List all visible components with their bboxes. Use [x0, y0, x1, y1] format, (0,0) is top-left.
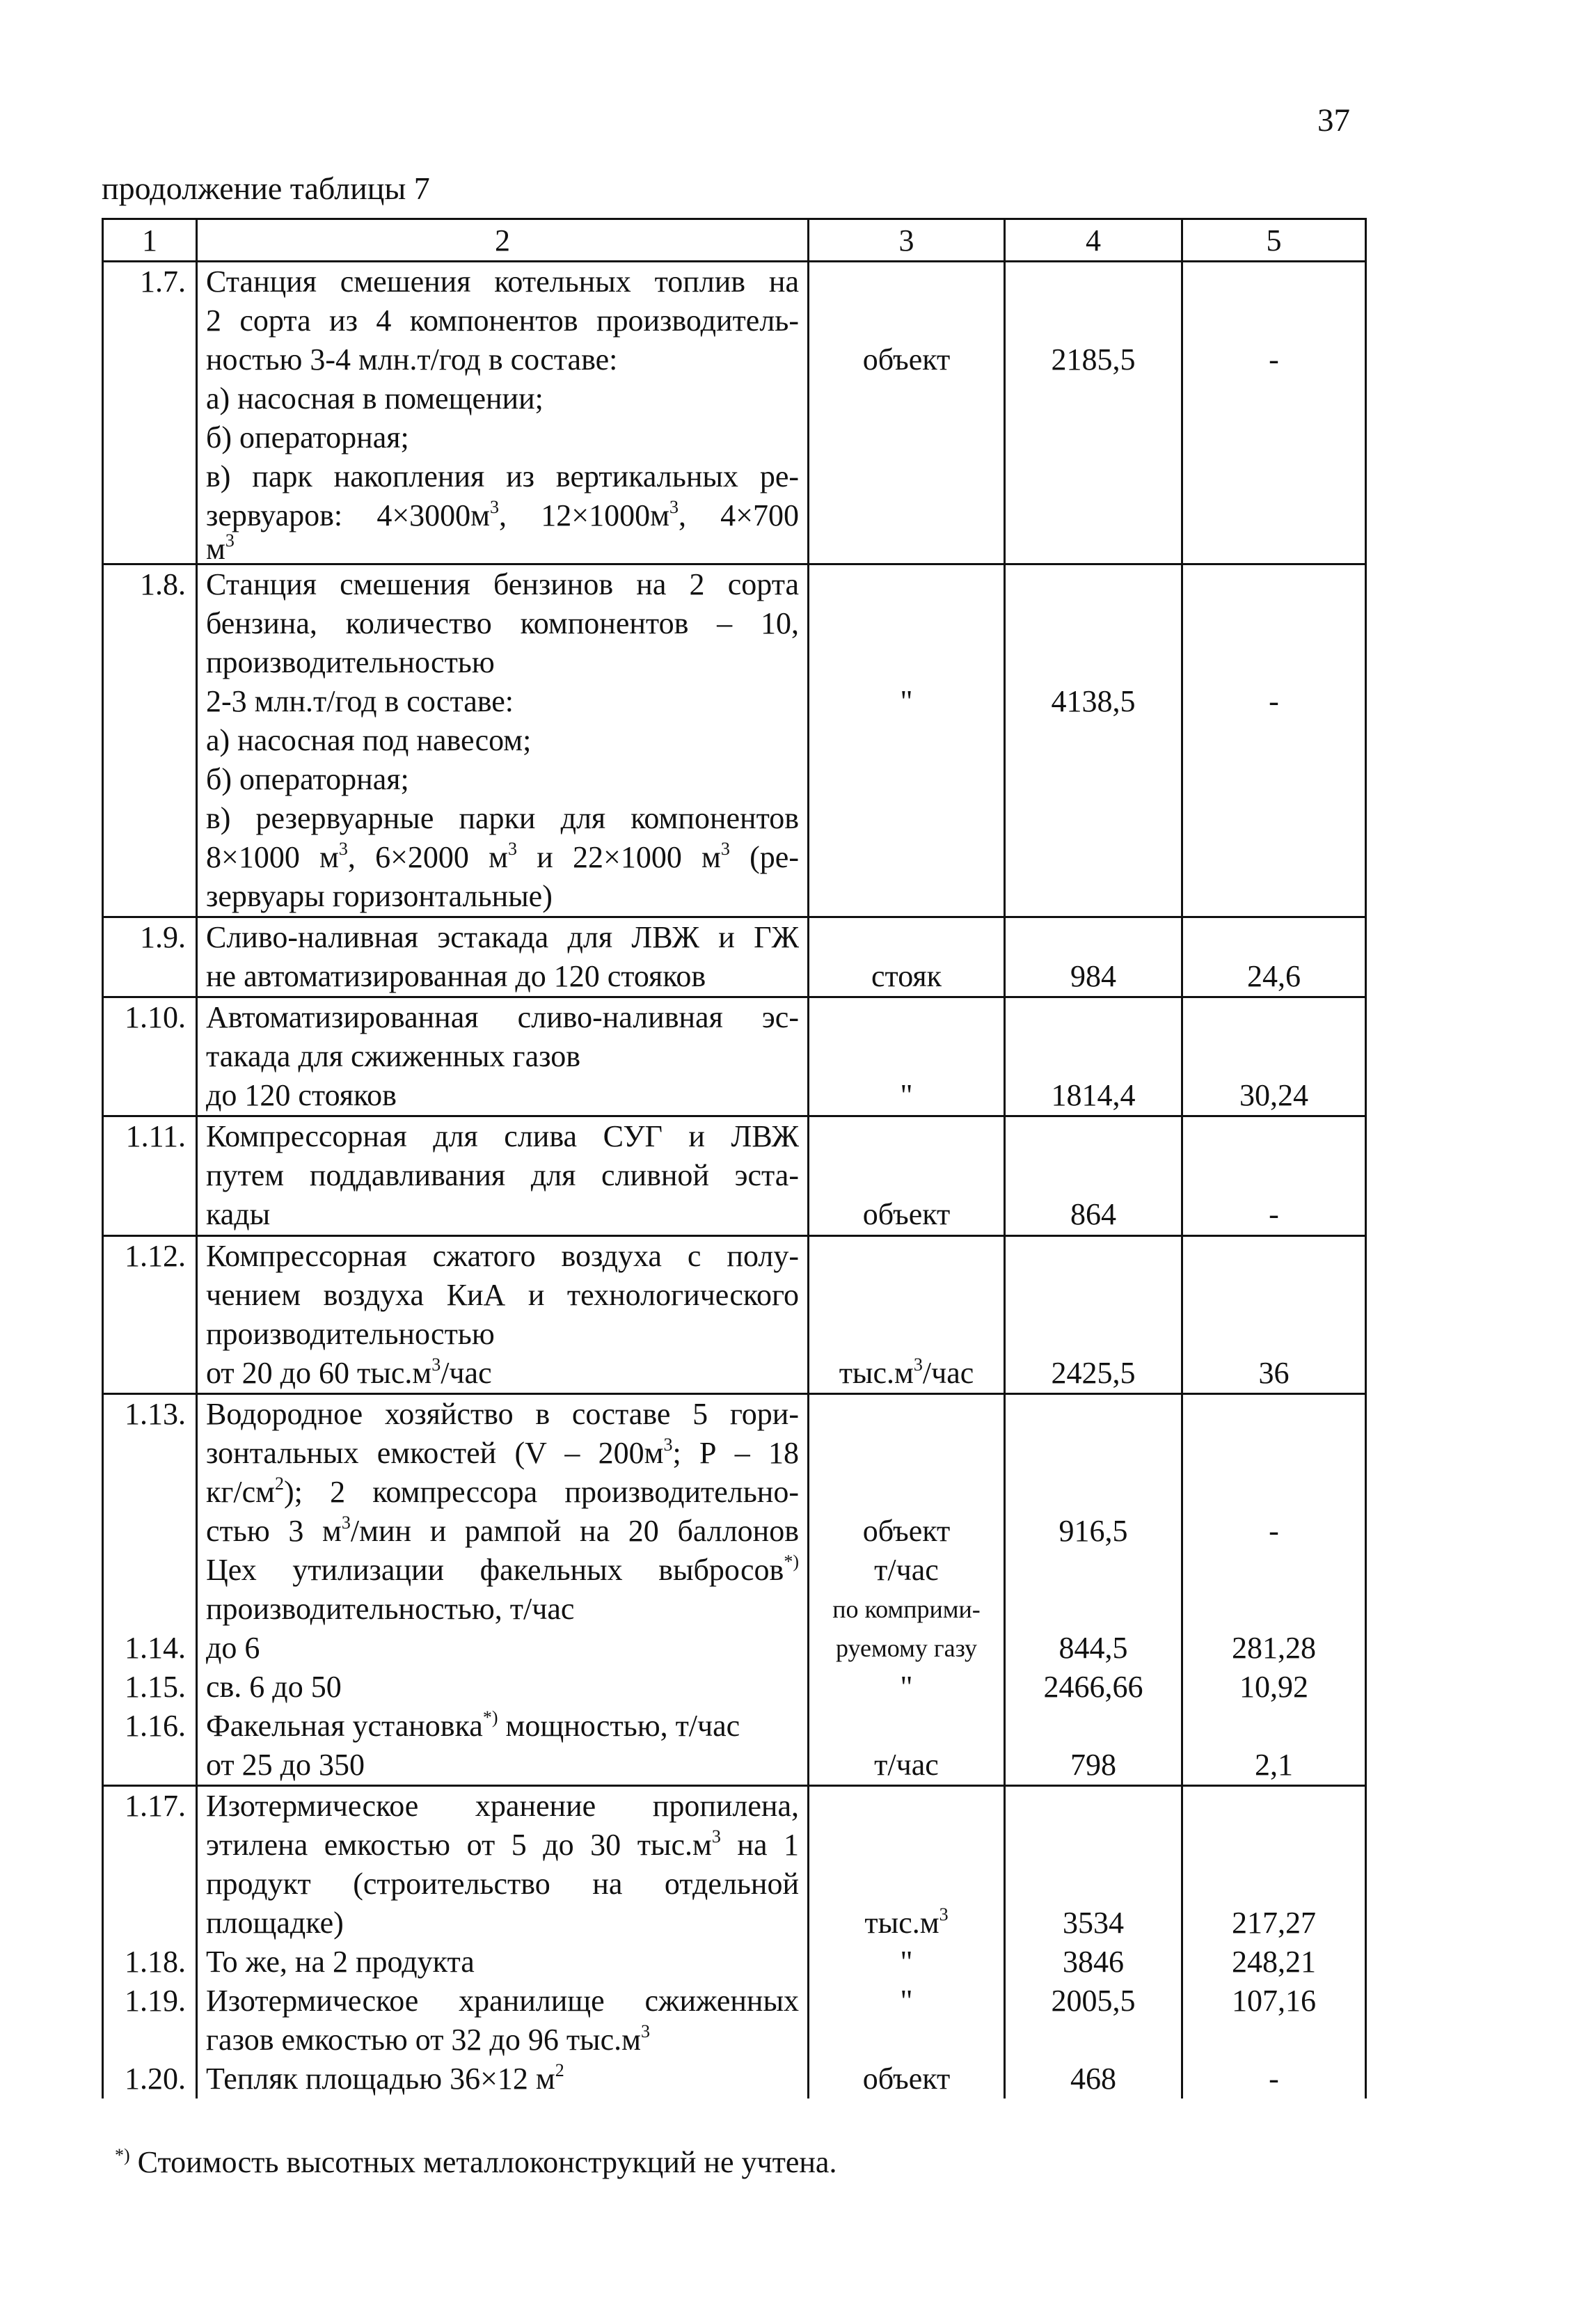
unit-value: по комприми-	[832, 1595, 981, 1623]
description-line: То же, на 2 продукта	[206, 1944, 475, 1979]
table-caption: продолжение таблицы 7	[102, 171, 430, 206]
cost-value: 2466,66	[1043, 1669, 1143, 1704]
value-cell	[1005, 997, 1182, 1116]
unit-value: т/час	[874, 1747, 939, 1782]
description-line: Автоматизированная сливо-наливная эс-	[206, 1000, 799, 1035]
superscript: 3	[663, 1434, 673, 1455]
row-number: 1.7.	[140, 264, 186, 299]
description-cell	[197, 917, 809, 997]
cost-value: 984	[1070, 959, 1116, 994]
description-line: 2-3 млн.т/год в составе:	[206, 684, 514, 719]
description-line: производительностью	[206, 1316, 495, 1351]
text-span: от 20 до 60 тыс.м	[206, 1355, 432, 1390]
row-number-cell	[103, 564, 197, 917]
unit-value	[809, 1354, 1004, 1393]
unit-value: объект	[862, 2061, 951, 2096]
description-line: производительностью, т/час	[206, 1591, 575, 1626]
description-line: а) насосная под навесом;	[206, 723, 532, 758]
description-line	[198, 1707, 807, 1746]
table-row	[103, 262, 1366, 564]
column-header-5: 5	[1182, 219, 1366, 262]
superscript: 3	[939, 1904, 949, 1924]
unit-value: т/час	[874, 1552, 939, 1587]
value-cell	[1005, 262, 1182, 564]
description-line	[198, 2060, 807, 2098]
footnote-mark: *)	[115, 2145, 130, 2165]
row-number: 1.19.	[125, 1983, 186, 2018]
superscript: 3	[225, 530, 235, 551]
description-line: путем поддавливания для сливной эста-	[206, 1158, 799, 1193]
text-span: Цех утилизации факельных выбросов	[206, 1552, 784, 1587]
value-cell	[1005, 1116, 1182, 1235]
footnote	[115, 2147, 836, 2178]
value-cell	[1182, 1235, 1366, 1393]
row-number-cell	[103, 1116, 197, 1235]
description-cell	[197, 997, 809, 1116]
row-number: 1.15.	[125, 1669, 186, 1704]
text-span: ); 2 компрессора производительно-	[284, 1474, 799, 1509]
text-span: , 4×700	[678, 498, 799, 532]
superscript: 3	[431, 1354, 441, 1375]
data-table	[102, 218, 1367, 2098]
text-span: и 22×1000 м	[517, 840, 721, 875]
description-line: Изотермическое хранилище сжиженных	[206, 1983, 799, 2018]
description-line: чением воздуха КиА и технологического	[206, 1277, 799, 1312]
text-span: Факельная установка	[206, 1708, 483, 1743]
unit-cell	[809, 262, 1005, 564]
cost-value: 2185,5	[1051, 342, 1136, 377]
row-number-cell	[103, 1235, 197, 1393]
description-line: Компрессорная для слива СУГ и ЛВЖ	[206, 1119, 799, 1154]
value-cell	[1182, 997, 1366, 1116]
value-cell	[1182, 564, 1366, 917]
text-span: Тепляк площадью 36×12 м	[206, 2061, 555, 2096]
description-line: св. 6 до 50	[206, 1669, 342, 1704]
text-span: 8×1000 м	[206, 840, 339, 875]
description-line: в) парк накопления из вертикальных ре-	[206, 459, 799, 493]
description-cell	[197, 1235, 809, 1393]
secondary-value: 24,6	[1247, 959, 1301, 994]
unit-value: объект	[862, 1513, 951, 1548]
row-number: 1.12.	[125, 1238, 186, 1273]
row-number-cell	[103, 1785, 197, 2098]
value-cell	[1005, 1785, 1182, 2098]
row-number-cell	[103, 262, 197, 564]
row-number: 1.11.	[125, 1119, 186, 1154]
unit-value: объект	[862, 342, 951, 377]
text-span: (ре-	[729, 840, 799, 875]
cost-value: 2005,5	[1051, 1983, 1136, 2018]
secondary-value: 217,27	[1232, 1905, 1316, 1940]
superscript: 3	[720, 839, 730, 860]
value-cell	[1005, 1393, 1182, 1785]
superscript: 3	[508, 839, 518, 860]
secondary-value: 36	[1258, 1355, 1290, 1390]
value-cell	[1005, 564, 1182, 917]
description-line: зервуары горизонтальные)	[206, 879, 553, 914]
description-line	[198, 496, 807, 535]
header-row	[103, 219, 1366, 262]
unit-value: "	[900, 1983, 913, 2018]
table-row	[103, 997, 1366, 1116]
column-header-4: 4	[1005, 219, 1182, 262]
description-line: в) резервуарные парки для компонентов	[206, 801, 799, 836]
secondary-value: 30,24	[1239, 1078, 1308, 1113]
page-number: 37	[1317, 102, 1350, 139]
text-span: на 1	[720, 1827, 799, 1862]
superscript: 3	[669, 497, 679, 517]
row-number: 1.20.	[125, 2061, 186, 2096]
description-line: Сливо-наливная эстакада для ЛВЖ и ГЖ	[206, 920, 799, 955]
text-span: стью 3 м	[206, 1513, 342, 1548]
description-line: продукт (строительство на отдельной	[206, 1866, 799, 1901]
text-span: /мин и рампой на 20 баллонов	[350, 1513, 799, 1548]
description-cell	[197, 1393, 809, 1785]
unit-cell	[809, 917, 1005, 997]
unit-cell	[809, 997, 1005, 1116]
text-span: /час	[922, 1355, 974, 1390]
row-number: 1.8.	[140, 567, 186, 602]
unit-cell	[809, 1116, 1005, 1235]
cost-value: 3846	[1063, 1944, 1124, 1979]
secondary-value: -	[1269, 1197, 1279, 1232]
description-line: кады	[206, 1197, 271, 1232]
description-cell	[197, 1116, 809, 1235]
row-number-cell	[103, 1393, 197, 1785]
description-line: Станция смешения бензинов на 2 сорта	[206, 567, 799, 602]
superscript: 3	[490, 497, 500, 517]
superscript: 3	[338, 839, 348, 860]
row-number: 1.16.	[125, 1708, 186, 1743]
description-line: бензина, количество компонентов – 10,	[206, 606, 799, 641]
row-number: 1.13.	[125, 1396, 186, 1431]
superscript: 3	[341, 1512, 351, 1533]
description-line	[198, 1354, 807, 1393]
row-number-cell	[103, 997, 197, 1116]
description-line	[198, 1826, 807, 1865]
unit-value: "	[900, 684, 913, 719]
secondary-value: -	[1269, 1513, 1279, 1548]
text-span: зонтальных емкостей (V – 200м	[206, 1435, 664, 1470]
secondary-value: -	[1269, 342, 1279, 377]
description-line	[198, 1473, 807, 1512]
description-line	[198, 530, 807, 564]
description-line: Станция смешения котельных топлив на	[206, 264, 799, 299]
row-number: 1.14.	[125, 1630, 186, 1665]
description-line: Изотермическое хранение пропилена,	[206, 1788, 799, 1823]
secondary-value: 10,92	[1239, 1669, 1308, 1704]
value-cell	[1182, 1116, 1366, 1235]
table-row	[103, 1393, 1366, 1785]
text-span: тыс.м	[864, 1905, 939, 1940]
description-line: б) операторная;	[206, 762, 409, 797]
description-line: Водородное хозяйство в составе 5 гори-	[206, 1396, 799, 1431]
value-cell	[1182, 1785, 1366, 2098]
cost-value: 4138,5	[1051, 684, 1136, 719]
cost-value: 864	[1070, 1197, 1116, 1232]
text-span: этилена емкостью от 5 до 30 тыс.м	[206, 1827, 712, 1862]
unit-cell	[809, 564, 1005, 917]
cost-value: 916,5	[1058, 1513, 1128, 1548]
description-line: такада для сжиженных газов	[206, 1039, 580, 1074]
secondary-value: 107,16	[1232, 1983, 1316, 2018]
description-line: производительностью	[206, 645, 495, 680]
secondary-value: -	[1269, 684, 1279, 719]
unit-value: "	[900, 1669, 913, 1704]
value-cell	[1182, 1393, 1366, 1785]
text-span: м	[206, 532, 225, 564]
description-line	[198, 1512, 807, 1551]
description-line: не автоматизированная до 120 стояков	[206, 959, 706, 994]
superscript: 2	[555, 2060, 564, 2080]
description-line	[198, 838, 807, 877]
column-header-3: 3	[809, 219, 1005, 262]
unit-cell	[809, 1393, 1005, 1785]
description-line: 2 сорта из 4 компонентов производитель-	[206, 303, 799, 338]
text-span: /час	[441, 1355, 492, 1390]
description-line: а) насосная в помещении;	[206, 381, 544, 416]
row-number: 1.17.	[125, 1788, 186, 1823]
unit-cell	[809, 1785, 1005, 2098]
secondary-value: -	[1269, 2061, 1279, 2096]
unit-value: "	[900, 1078, 913, 1113]
secondary-value: 2,1	[1255, 1747, 1293, 1782]
description-line: площадке)	[206, 1905, 344, 1940]
superscript: 2	[275, 1473, 285, 1494]
description-line: до 6	[206, 1630, 260, 1665]
text-span: кг/см	[206, 1474, 276, 1509]
footnote-mark: *)	[482, 1707, 498, 1728]
footnote-text: Стоимость высотных металлоконструкций не учтена.	[129, 2145, 837, 2179]
cost-value: 3534	[1063, 1905, 1124, 1940]
text-span: мощностью, т/час	[498, 1708, 740, 1743]
table-row	[103, 1785, 1366, 2098]
secondary-value: 248,21	[1232, 1944, 1316, 1979]
description-line: до 120 стояков	[206, 1078, 397, 1113]
description-cell	[197, 564, 809, 917]
description-line: от 25 до 350	[206, 1747, 365, 1782]
column-header-2: 2	[197, 219, 809, 262]
description-line	[198, 1434, 807, 1473]
text-span: , 12×1000м	[499, 498, 669, 532]
cost-value: 844,5	[1058, 1630, 1128, 1665]
row-number-cell	[103, 917, 197, 997]
text-span: тыс.м	[839, 1355, 914, 1390]
unit-value	[809, 1904, 1004, 1943]
row-number: 1.9.	[140, 920, 186, 955]
unit-value: руемому газу	[835, 1634, 978, 1662]
value-cell	[1182, 917, 1366, 997]
superscript: 3	[913, 1354, 923, 1375]
unit-value: объект	[862, 1197, 951, 1232]
text-span: , 6×2000 м	[347, 840, 509, 875]
unit-value: стояк	[871, 959, 942, 994]
table-row	[103, 1116, 1366, 1235]
cost-value: 468	[1070, 2061, 1116, 2096]
text-span: зервуаров: 4×3000м	[206, 498, 491, 532]
text-span: ; Р – 18	[672, 1435, 800, 1470]
value-cell	[1182, 262, 1366, 564]
cost-value: 1814,4	[1051, 1078, 1136, 1113]
footnote-mark: *)	[784, 1551, 799, 1572]
description-line: б) операторная;	[206, 420, 409, 454]
text-span: газов емкостью от 32 до 96 тыс.м	[206, 2022, 641, 2057]
value-cell	[1005, 917, 1182, 997]
description-line: ностью 3-4 млн.т/год в составе:	[206, 342, 618, 377]
description-line: Компрессорная сжатого воздуха с полу-	[206, 1238, 799, 1273]
description-line	[198, 1551, 807, 1590]
superscript: 3	[711, 1826, 721, 1847]
row-number: 1.18.	[125, 1944, 186, 1979]
column-header-1: 1	[103, 219, 197, 262]
table-row	[103, 1235, 1366, 1393]
table-row	[103, 564, 1366, 917]
cost-value: 2425,5	[1051, 1355, 1136, 1390]
secondary-value: 281,28	[1232, 1630, 1316, 1665]
cost-value: 798	[1070, 1747, 1116, 1782]
unit-cell	[809, 1235, 1005, 1393]
description-cell	[197, 262, 809, 564]
value-cell	[1005, 1235, 1182, 1393]
row-number: 1.10.	[125, 1000, 186, 1035]
description-line	[198, 2021, 807, 2060]
table-row	[103, 917, 1366, 997]
superscript: 3	[640, 2021, 650, 2041]
description-cell	[197, 1785, 809, 2098]
unit-value: "	[900, 1944, 913, 1979]
